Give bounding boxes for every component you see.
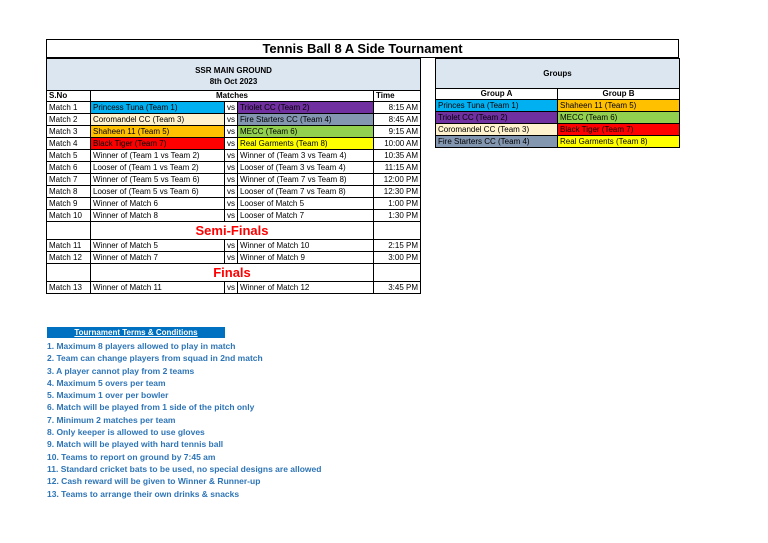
team-two-cell: Looser of Match 7 [238, 210, 374, 222]
match-row [47, 252, 421, 264]
match-row [47, 138, 421, 150]
match-number: Match 1 [47, 102, 91, 114]
match-time: 10:35 AM [374, 150, 421, 162]
match-time: 10:00 AM [374, 138, 421, 150]
match-number: Match 2 [47, 114, 91, 126]
team-two-cell: Winner of Match 10 [238, 240, 374, 252]
header-matches: Matches [91, 91, 374, 102]
team-two-cell: Fire Starters CC (Team 4) [238, 114, 374, 126]
match-time: 9:15 AM [374, 126, 421, 138]
versus-cell: vs [225, 138, 238, 150]
match-number: Match 9 [47, 198, 91, 210]
term-item: 10. Teams to report on ground by 7:45 am [47, 451, 216, 462]
term-item: 8. Only keeper is allowed to use gloves [47, 427, 205, 438]
match-row [47, 174, 421, 186]
versus-cell: vs [225, 186, 238, 198]
term-item: 7. Minimum 2 matches per team [47, 414, 176, 425]
match-number: Match 10 [47, 210, 91, 222]
group-row [436, 112, 680, 124]
groups-header-row [436, 89, 680, 100]
versus-cell: vs [225, 252, 238, 264]
team-two-cell: Winner of Match 12 [238, 282, 374, 294]
match-number: Match 11 [47, 240, 91, 252]
groups-title: Groups [436, 59, 680, 89]
venue-cell [47, 59, 421, 91]
match-row [47, 114, 421, 126]
match-number: Match 3 [47, 126, 91, 138]
match-number: Match 5 [47, 150, 91, 162]
match-time: 12:30 PM [374, 186, 421, 198]
schedule-table [46, 58, 421, 294]
semi-final-matches [47, 240, 421, 264]
terms-title [47, 327, 225, 338]
venue-ground: SSR MAIN GROUND [195, 65, 272, 75]
tournament-title: Tennis Ball 8 A Side Tournament [46, 39, 679, 58]
term-item: 5. Maximum 1 over per bowler [47, 390, 169, 401]
team-two-cell: Winner of (Team 7 vs Team 8) [238, 174, 374, 186]
group-row [436, 124, 680, 136]
term-item: 4. Maximum 5 overs per team [47, 377, 166, 388]
group-b-team: MECC (Team 6) [558, 112, 680, 124]
venue-date: 8th Oct 2023 [209, 76, 258, 86]
term-item: 1. Maximum 8 players allowed to play in match [47, 341, 236, 351]
team-one-cell: Princess Tuna (Team 1) [91, 102, 225, 114]
term-item: 6. Match will be played from 1 side of the pitch only [47, 402, 255, 413]
match-row [47, 240, 421, 252]
versus-cell: vs [225, 126, 238, 138]
team-one-cell: Winner of (Team 1 vs Team 2) [91, 150, 225, 162]
match-time: 1:00 PM [374, 198, 421, 210]
team-one-cell: Looser of (Team 5 vs Team 6) [91, 186, 225, 198]
match-row [47, 162, 421, 174]
team-two-cell: Winner of (Team 3 vs Team 4) [238, 150, 374, 162]
match-time: 11:15 AM [374, 162, 421, 174]
group-b-team: Real Garments (Team 8) [558, 136, 680, 148]
match-time: 3:45 PM [374, 282, 421, 294]
header-sno: S.No [47, 91, 91, 102]
team-one-cell: Winner of Match 5 [91, 240, 225, 252]
match-row [47, 186, 421, 198]
group-stage-matches [47, 102, 421, 222]
match-row [47, 150, 421, 162]
match-number: Match 13 [47, 282, 91, 294]
term-item: 3. A player cannot play from 2 teams [47, 365, 195, 376]
group-row [436, 100, 680, 112]
terms-title-text: Tournament Terms & Conditions [74, 328, 198, 337]
final-matches [47, 282, 421, 294]
term-item: 13. Teams to arrange their own drinks & snacks [47, 488, 240, 499]
header-time: Time [374, 91, 421, 102]
group-rows [436, 100, 680, 148]
match-row [47, 126, 421, 138]
team-one-cell: Black Tiger (Team 7) [91, 138, 225, 150]
match-time: 12:00 PM [374, 174, 421, 186]
finals-label: Finals [91, 264, 374, 282]
group-a-header: Group A [436, 89, 558, 100]
versus-cell: vs [225, 114, 238, 126]
versus-cell: vs [225, 198, 238, 210]
team-one-cell: Winner of Match 11 [91, 282, 225, 294]
match-number: Match 8 [47, 186, 91, 198]
team-two-cell: Winner of Match 9 [238, 252, 374, 264]
match-row [47, 282, 421, 294]
group-row [436, 136, 680, 148]
finals-row [47, 264, 421, 282]
match-time: 3:00 PM [374, 252, 421, 264]
match-time: 1:30 PM [374, 210, 421, 222]
versus-cell: vs [225, 174, 238, 186]
team-one-cell: Shaheen 11 (Team 5) [91, 126, 225, 138]
term-item: 12. Cash reward will be given to Winner & Runner-up [47, 476, 261, 487]
match-time: 2:15 PM [374, 240, 421, 252]
match-number: Match 6 [47, 162, 91, 174]
match-row [47, 198, 421, 210]
versus-cell: vs [225, 282, 238, 294]
match-row [47, 210, 421, 222]
team-two-cell: Triolet CC (Team 2) [238, 102, 374, 114]
versus-cell: vs [225, 240, 238, 252]
match-row [47, 102, 421, 114]
group-b-team: Shaheen 11 (Team 5) [558, 100, 680, 112]
term-item: 9. Match will be played with hard tennis ball [47, 439, 224, 450]
team-one-cell: Coromandel CC (Team 3) [91, 114, 225, 126]
team-one-cell: Looser of (Team 1 vs Team 2) [91, 162, 225, 174]
versus-cell: vs [225, 150, 238, 162]
group-a-team: Princes Tuna (Team 1) [436, 100, 558, 112]
team-two-cell: Looser of (Team 3 vs Team 4) [238, 162, 374, 174]
team-two-cell: MECC (Team 6) [238, 126, 374, 138]
team-two-cell: Looser of (Team 7 vs Team 8) [238, 186, 374, 198]
groups-table [435, 58, 680, 148]
group-b-team: Black Tiger (Team 7) [558, 124, 680, 136]
terms-list [47, 340, 321, 500]
match-number: Match 12 [47, 252, 91, 264]
versus-cell: vs [225, 162, 238, 174]
group-a-team: Coromandel CC (Team 3) [436, 124, 558, 136]
semi-finals-row [47, 222, 421, 240]
groups-title-row [436, 59, 680, 89]
group-a-team: Fire Starters CC (Team 4) [436, 136, 558, 148]
team-one-cell: Winner of (Team 5 vs Team 6) [91, 174, 225, 186]
team-one-cell: Winner of Match 6 [91, 198, 225, 210]
team-two-cell: Real Garments (Team 8) [238, 138, 374, 150]
versus-cell: vs [225, 210, 238, 222]
group-a-team: Triolet CC (Team 2) [436, 112, 558, 124]
term-item: 2. Team can change players from squad in 2nd match [47, 353, 263, 364]
versus-cell: vs [225, 102, 238, 114]
group-b-header: Group B [558, 89, 680, 100]
match-number: Match 4 [47, 138, 91, 150]
venue-row [47, 59, 421, 91]
team-two-cell: Looser of Match 5 [238, 198, 374, 210]
team-one-cell: Winner of Match 7 [91, 252, 225, 264]
term-item: 11. Standard cricket bats to be used, no special designs are allowed [47, 463, 322, 474]
match-time: 8:45 AM [374, 114, 421, 126]
schedule-header-row [47, 91, 421, 102]
team-one-cell: Winner of Match 8 [91, 210, 225, 222]
match-time: 8:15 AM [374, 102, 421, 114]
match-number: Match 7 [47, 174, 91, 186]
semi-finals-label: Semi-Finals [91, 222, 374, 240]
